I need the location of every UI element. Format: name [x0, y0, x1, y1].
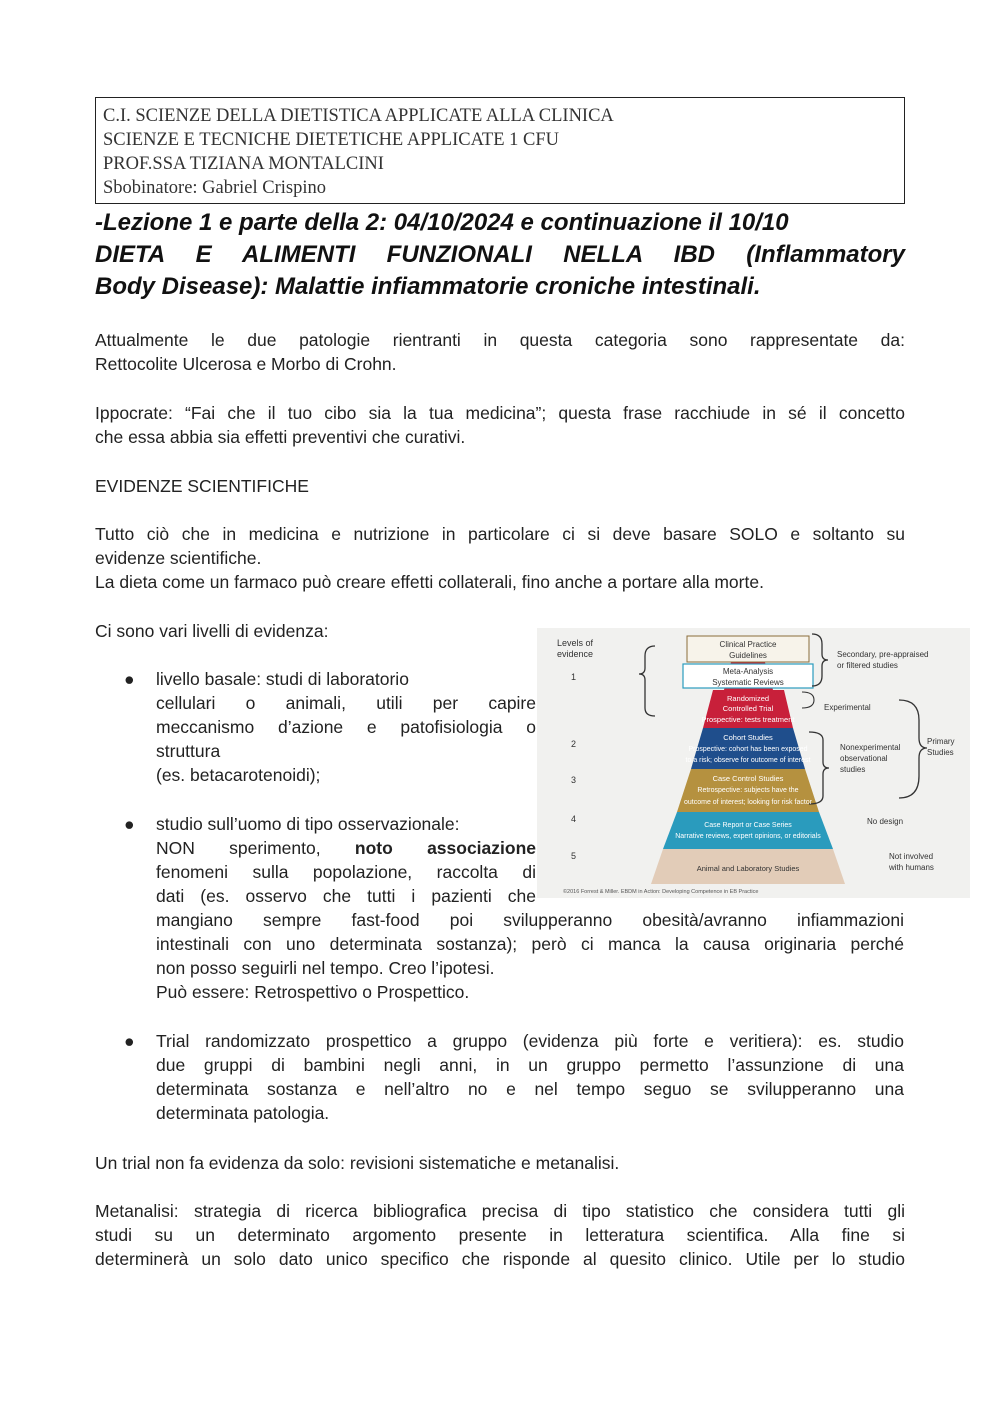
bullet-2-line-4: dati (es. osservo che tutti i pazienti che [156, 886, 536, 906]
rct-line-2: Controlled Trial [722, 704, 774, 713]
figure-credit: ©2016 Forrest & Miller. EBDM in Action: Developing Competence in EB Practice [563, 889, 759, 895]
case-report-line-2: Narrative reviews, expert opinions, or editorials [675, 833, 821, 840]
paragraph-7-line-2: studi su un determinato argomento presente in letteratura scientifica. Alla fine si [95, 1225, 905, 1245]
bullet-2-line-5: mangiano sempre fast-food poi svilupperanno obesità/avranno infiammazioni [156, 910, 904, 930]
levels-label-line-1: Levels of [557, 638, 594, 648]
case-control-line-2: Retrospective: subjects have the [697, 787, 799, 794]
paragraph-4-line-2: evidenze scientifiche. [95, 548, 262, 568]
level-1-label: 1 [571, 672, 577, 682]
paragraph-6: Un trial non fa evidenza da solo: revisioni sistematiche e metanalisi. [95, 1153, 620, 1173]
cohort-line-1: Cohort Studies [723, 733, 773, 742]
bullet-3-line-2: due gruppi di bambini negli anni, in un gruppo permetto l’assunzione di una [156, 1055, 904, 1075]
no-design-label: No design [867, 817, 904, 826]
bullet-1-line-4: struttura [156, 741, 221, 761]
level-4-label: 4 [571, 814, 577, 824]
bullet-2-bold-phrase: noto associazione [354, 838, 537, 858]
course-subject: SCIENZE E TECNICHE DIETETICHE APPLICATE 1 CFU [103, 130, 559, 150]
evidence-pyramid-svg [537, 628, 970, 898]
bullet-1-line-5: (es. betacarotenoidi); [156, 765, 321, 785]
course-header-box [95, 97, 905, 204]
ma-line-2: Systematic Reviews [712, 678, 784, 687]
level-5-label: 5 [571, 851, 577, 861]
section-heading: EVIDENZE SCIENTIFICHE [95, 476, 309, 496]
bullet-2-line-2-text: NON sperimento, [156, 838, 355, 858]
bullet-2-line-2 [156, 836, 536, 860]
bullet-2-line-3: fenomeni sulla popolazione, raccolta di [156, 862, 536, 882]
nonexperimental-line-3: studies [840, 765, 866, 774]
right-bracket-experimental-icon [802, 692, 814, 708]
rct-line-1: Randomized [726, 694, 770, 703]
levels-label-line-2: evidence [557, 649, 594, 659]
case-report-line-1: Case Report or Case Series [704, 822, 792, 829]
paragraph-2-line-2: che essa abbia sia effetti preventivi che curativi. [95, 427, 466, 447]
primary-label-line-2: Studies [927, 748, 954, 757]
lesson-title-line-2: DIETA E ALIMENTI FUNZIONALI NELLA IBD (Inflammatory [95, 241, 905, 268]
paragraph-2-line-1: Ippocrate: “Fai che il tuo cibo sia la tua medicina”; questa frase racchiude in sé il concetto [95, 403, 905, 423]
bullet-2-line-1: studio sull’uomo di tipo osservazionale: [156, 814, 460, 834]
case-control-line-3: outcome of interest; looking for risk factor [684, 799, 812, 806]
bullet-1-line-2: cellulari o animali, utili per capire [156, 693, 536, 713]
case-control-line-1: Case Control Studies [712, 774, 784, 783]
bullet-marker-1: ● [124, 669, 135, 689]
level-3-label: 3 [571, 775, 577, 785]
paragraph-4-line-3: La dieta come un farmaco può creare effetti collaterali, fino anche a portare alla morte. [95, 572, 764, 592]
cohort-line-2: Prospective: cohort has been exposed [688, 746, 808, 753]
right-bracket-secondary-icon [812, 634, 828, 686]
cpg-line-1: Clinical Practice [719, 640, 777, 649]
lesson-title-line-3: Body Disease): Malattie infiammatorie croniche intestinali. [95, 273, 761, 300]
bullet-2-line-6: intestinali con uno determinata sostanza); però ci manca la causa originaria perché [156, 934, 904, 954]
bullet-3-line-3: determinata sostanza e nell’altro no e nel tempo seguo se svilupperanno una [156, 1079, 904, 1099]
primary-label-line-1: Primary [927, 737, 955, 746]
bullet-3-line-4: determinata patologia. [156, 1103, 330, 1123]
bullet-marker-3: ● [124, 1031, 135, 1051]
rct-line-3: Prospective: tests treatment [701, 715, 795, 724]
lesson-title [95, 207, 905, 303]
paragraph-1-line-2: Rettocolite Ulcerosa e Morbo di Crohn. [95, 354, 397, 374]
cohort-line-3: to a risk; observe for outcome of interest [685, 757, 811, 764]
experimental-label: Experimental [824, 703, 871, 712]
paragraph-4-line-1: Tutto ciò che in medicina e nutrizione in particolare ci si deve basare SOLO e soltanto su [95, 524, 905, 544]
course-title: C.I. SCIENZE DELLA DIETISTICA APPLICATE ALLA CLINICA [103, 106, 614, 126]
right-bracket-primary-icon [899, 700, 927, 798]
bullet-2-line-8: Può essere: Retrospettivo o Prospettico. [156, 982, 470, 1002]
bullet-1-line-3: meccanismo d’azione e patofisiologia o [156, 717, 536, 737]
cpg-line-2: Guidelines [729, 651, 767, 660]
secondary-label-line-1: Secondary, pre-appraised [837, 650, 929, 659]
ma-line-1: Meta-Analysis [722, 667, 774, 676]
nonexperimental-line-1: Nonexperimental [840, 743, 901, 752]
left-bracket-icon [639, 646, 655, 716]
level-2-label: 2 [571, 739, 577, 749]
nonexperimental-line-2: observational [840, 754, 888, 763]
evidence-pyramid-figure [537, 628, 970, 898]
transcriber-name: Sbobinatore: Gabriel Crispino [103, 178, 326, 198]
professor-name: PROF.SSA TIZIANA MONTALCINI [103, 154, 384, 174]
not-involved-line-1: Not involved [889, 852, 934, 861]
paragraph-1-line-1: Attualmente le due patologie rientranti in questa categoria sono rappresentate da: [95, 330, 905, 350]
paragraph-7-line-3: determinerà un solo dato unico specifico che risponde al quesito clinico. Utile per lo studio [95, 1249, 905, 1269]
not-involved-line-2: with humans [889, 863, 934, 872]
paragraph-5: Ci sono vari livelli di evidenza: [95, 621, 329, 641]
lesson-title-line-1: -Lezione 1 e parte della 2: 04/10/2024 e continuazione il 10/10 [95, 209, 789, 236]
bullet-marker-2: ● [124, 814, 135, 834]
secondary-label-line-2: or filtered studies [837, 661, 898, 670]
pyramid-tier-case-report [663, 812, 833, 849]
bullet-1-line-1: livello basale: studi di laboratorio [156, 669, 409, 689]
paragraph-7-line-1: Metanalisi: strategia di ricerca bibliografica precisa di tipo statistico che considera tutti gli [95, 1201, 905, 1221]
animal-lab-label: Animal and Laboratory Studies [696, 864, 800, 873]
bullet-3-line-1: Trial randomizzato prospettico a gruppo (evidenza più forte e veritiera): es. studio [156, 1031, 904, 1051]
bullet-2-line-7: non posso seguirli nel tempo. Creo l’ipotesi. [156, 958, 495, 978]
